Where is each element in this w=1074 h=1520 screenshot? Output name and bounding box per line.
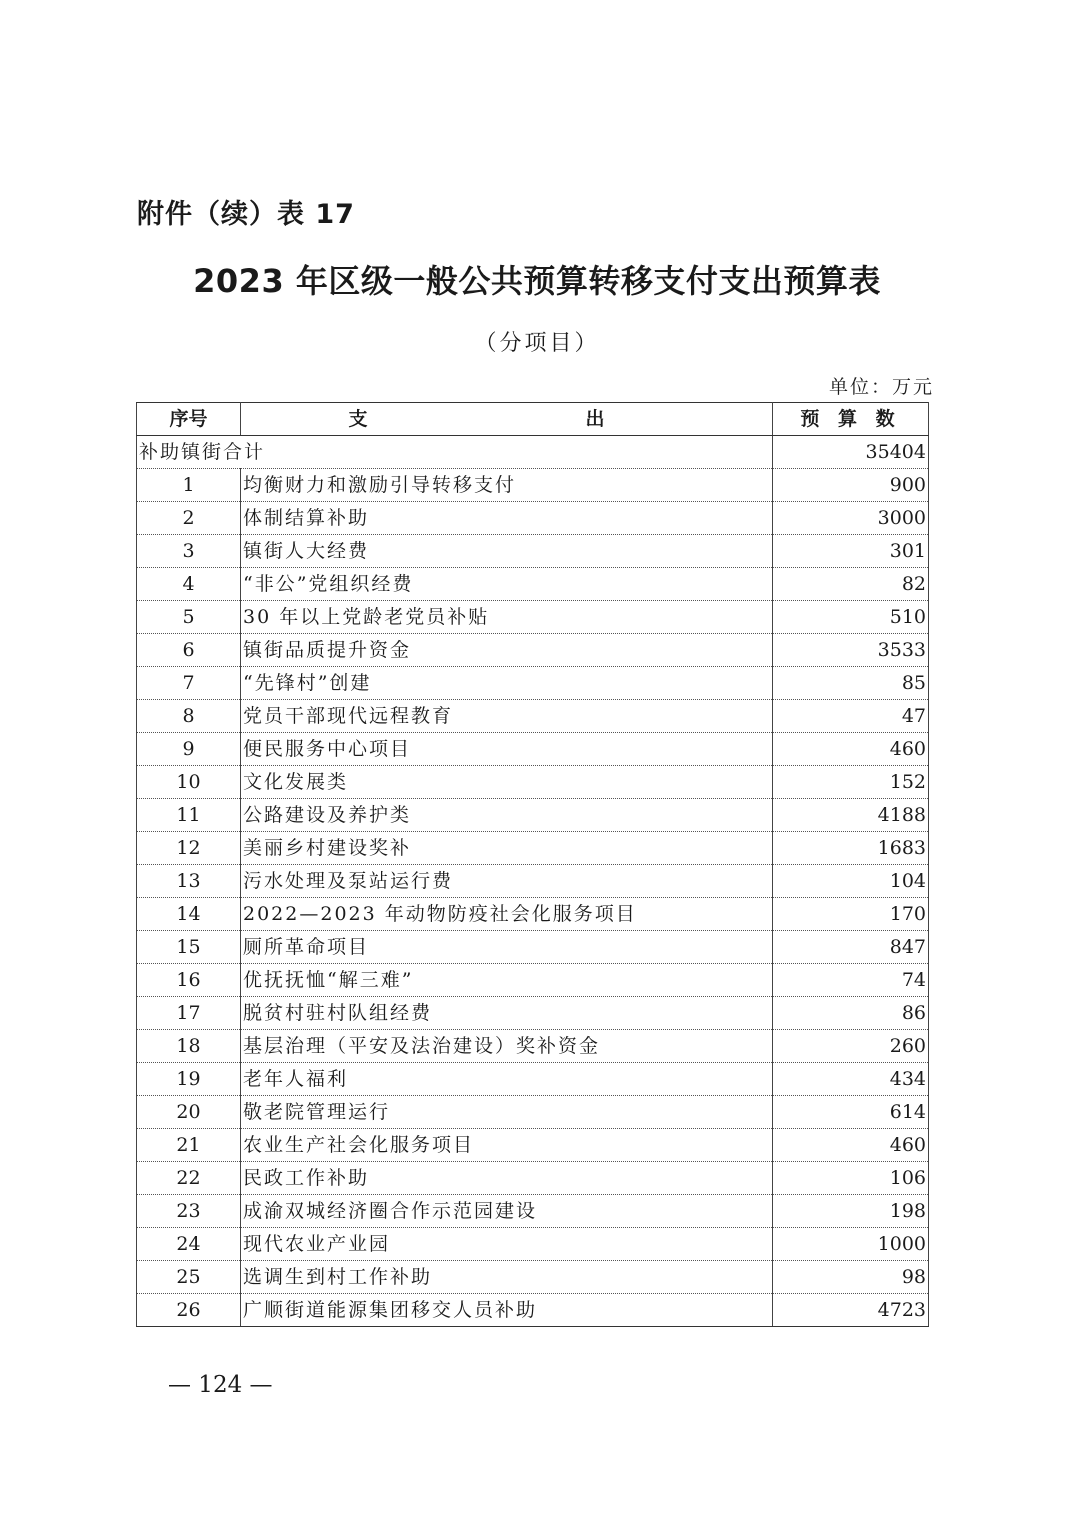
table-row	[137, 1096, 929, 1129]
row-amount: 301	[773, 535, 929, 568]
row-number: 25	[137, 1261, 241, 1294]
column-header-budget: 预 算 数	[773, 403, 929, 436]
row-number: 19	[137, 1063, 241, 1096]
attachment-label: 附件（续）表 17	[137, 199, 355, 230]
row-expenditure: 老年人福利	[241, 1063, 773, 1096]
row-number: 18	[137, 1030, 241, 1063]
row-amount: 85	[773, 667, 929, 700]
table-row	[137, 733, 929, 766]
column-header-no: 序号	[137, 403, 241, 436]
column-header-expenditure: 支 出	[241, 403, 773, 436]
row-amount: 104	[773, 865, 929, 898]
total-amount: 35404	[773, 436, 929, 469]
table-row	[137, 601, 929, 634]
row-amount: 1683	[773, 832, 929, 865]
row-number: 20	[137, 1096, 241, 1129]
row-expenditure: 公路建设及养护类	[241, 799, 773, 832]
page-number: — 124 —	[168, 1372, 273, 1398]
row-amount: 152	[773, 766, 929, 799]
row-number: 7	[137, 667, 241, 700]
table-row	[137, 766, 929, 799]
row-number: 23	[137, 1195, 241, 1228]
row-number: 21	[137, 1129, 241, 1162]
table-row	[137, 898, 929, 931]
row-amount: 47	[773, 700, 929, 733]
row-expenditure: “先锋村”创建	[241, 667, 773, 700]
table-row	[137, 931, 929, 964]
page-subtitle: （分项目）	[474, 331, 600, 356]
row-amount: 460	[773, 1129, 929, 1162]
row-expenditure: 2022—2023 年动物防疫社会化服务项目	[241, 898, 773, 931]
row-amount: 82	[773, 568, 929, 601]
row-amount: 4723	[773, 1294, 929, 1327]
row-expenditure: 30 年以上党龄老党员补贴	[241, 601, 773, 634]
row-amount: 460	[773, 733, 929, 766]
table-row	[137, 1162, 929, 1195]
row-amount: 510	[773, 601, 929, 634]
row-number: 5	[137, 601, 241, 634]
row-number: 15	[137, 931, 241, 964]
row-amount: 106	[773, 1162, 929, 1195]
row-number: 26	[137, 1294, 241, 1327]
row-amount: 900	[773, 469, 929, 502]
table-row	[137, 1294, 929, 1327]
table-row	[137, 832, 929, 865]
table-row	[137, 997, 929, 1030]
unit-label: 单位：万元	[828, 376, 934, 398]
row-amount: 847	[773, 931, 929, 964]
table-row	[137, 1261, 929, 1294]
row-expenditure: 党员干部现代远程教育	[241, 700, 773, 733]
row-expenditure: 镇街人大经费	[241, 535, 773, 568]
table-row	[137, 700, 929, 733]
row-expenditure: 农业生产社会化服务项目	[241, 1129, 773, 1162]
row-amount: 260	[773, 1030, 929, 1063]
row-number: 1	[137, 469, 241, 502]
row-number: 9	[137, 733, 241, 766]
row-number: 13	[137, 865, 241, 898]
table-row	[137, 1030, 929, 1063]
row-number: 24	[137, 1228, 241, 1261]
row-amount: 4188	[773, 799, 929, 832]
row-amount: 98	[773, 1261, 929, 1294]
row-amount: 1000	[773, 1228, 929, 1261]
row-number: 16	[137, 964, 241, 997]
row-expenditure: 基层治理（平安及法治建设）奖补资金	[241, 1030, 773, 1063]
row-number: 14	[137, 898, 241, 931]
table-row	[137, 667, 929, 700]
row-number: 10	[137, 766, 241, 799]
table-row	[137, 502, 929, 535]
row-expenditure: 优抚抚恤“解三难”	[241, 964, 773, 997]
row-number: 22	[137, 1162, 241, 1195]
total-label: 补助镇街合计	[137, 436, 773, 469]
row-number: 17	[137, 997, 241, 1030]
budget-table	[136, 402, 929, 1327]
row-expenditure: 体制结算补助	[241, 502, 773, 535]
row-expenditure: 污水处理及泵站运行费	[241, 865, 773, 898]
row-amount: 3533	[773, 634, 929, 667]
row-expenditure: 现代农业产业园	[241, 1228, 773, 1261]
row-number: 2	[137, 502, 241, 535]
row-number: 11	[137, 799, 241, 832]
table-row	[137, 568, 929, 601]
row-amount: 434	[773, 1063, 929, 1096]
budget-table-body	[137, 403, 929, 1327]
row-number: 4	[137, 568, 241, 601]
row-amount: 86	[773, 997, 929, 1030]
row-expenditure: 选调生到村工作补助	[241, 1261, 773, 1294]
row-expenditure: 脱贫村驻村队组经费	[241, 997, 773, 1030]
table-row	[137, 535, 929, 568]
row-amount: 3000	[773, 502, 929, 535]
table-row	[137, 799, 929, 832]
row-expenditure: 广顺街道能源集团移交人员补助	[241, 1294, 773, 1327]
row-expenditure: 均衡财力和激励引导转移支付	[241, 469, 773, 502]
row-number: 6	[137, 634, 241, 667]
row-amount: 614	[773, 1096, 929, 1129]
table-header-row	[137, 403, 929, 436]
table-row	[137, 1063, 929, 1096]
table-row	[137, 634, 929, 667]
row-expenditure: 美丽乡村建设奖补	[241, 832, 773, 865]
table-row	[137, 964, 929, 997]
total-row	[137, 436, 929, 469]
row-expenditure: “非公”党组织经费	[241, 568, 773, 601]
row-number: 12	[137, 832, 241, 865]
table-row	[137, 865, 929, 898]
row-amount: 74	[773, 964, 929, 997]
row-expenditure: 便民服务中心项目	[241, 733, 773, 766]
row-expenditure: 厕所革命项目	[241, 931, 773, 964]
row-amount: 170	[773, 898, 929, 931]
row-expenditure: 文化发展类	[241, 766, 773, 799]
table-row	[137, 1228, 929, 1261]
row-number: 8	[137, 700, 241, 733]
row-expenditure: 镇街品质提升资金	[241, 634, 773, 667]
table-row	[137, 469, 929, 502]
row-number: 3	[137, 535, 241, 568]
table-row	[137, 1195, 929, 1228]
row-expenditure: 民政工作补助	[241, 1162, 773, 1195]
row-expenditure: 成渝双城经济圈合作示范园建设	[241, 1195, 773, 1228]
row-amount: 198	[773, 1195, 929, 1228]
page-title: 2023 年区级一般公共预算转移支付支出预算表	[193, 262, 881, 300]
table-row	[137, 1129, 929, 1162]
row-expenditure: 敬老院管理运行	[241, 1096, 773, 1129]
